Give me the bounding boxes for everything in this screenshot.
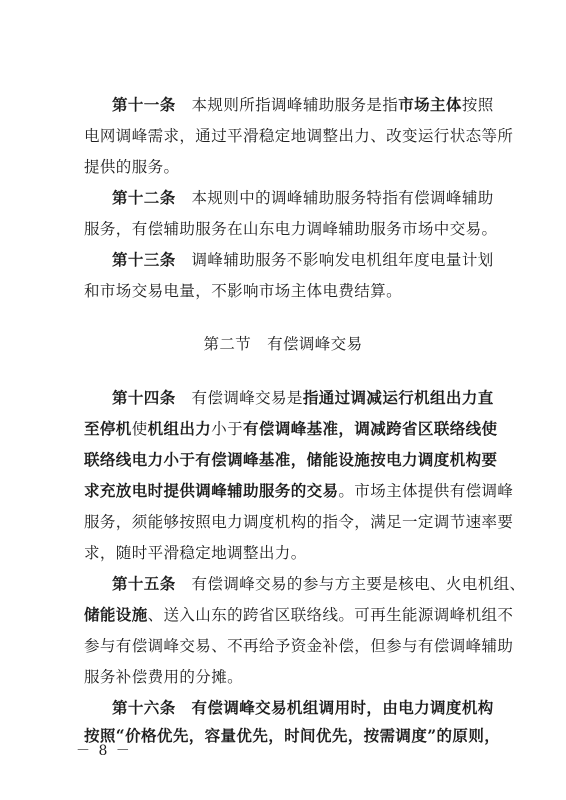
article-15-text-2b: 、送入山东的跨省区联络线。可再生能源调峰机组不 <box>147 606 514 624</box>
article-16-label: 第十六条 <box>112 698 176 717</box>
article-14-label: 第十四条 <box>112 388 176 407</box>
article-14-line-4 <box>84 481 513 501</box>
article-13-line-2: 和市场交易电量，不影响市场主体电费结算。 <box>84 282 403 300</box>
article-14-text-4b: 。市场主体提供有偿调峰 <box>338 482 514 500</box>
article-16-line-1 <box>112 698 494 718</box>
article-14-line-1 <box>112 388 494 408</box>
article-14-text-2e: 有偿调峰基准，调减跨省区联络线使 <box>243 419 498 438</box>
article-15-text-2a: 储能设施 <box>84 605 148 624</box>
article-12-line-1 <box>112 188 494 208</box>
article-14-text-1a: 有偿调峰交易是 <box>191 389 303 407</box>
article-13-line-1 <box>112 250 494 270</box>
article-14-line-6: 求，随时平滑稳定地调整出力。 <box>84 544 307 562</box>
article-14-line-2 <box>84 419 497 439</box>
article-15-line-4: 服务补偿费用的分摊。 <box>84 668 244 686</box>
article-15-line-2 <box>84 605 513 625</box>
article-11-text-1c: 按照 <box>461 96 494 114</box>
article-15-line-1 <box>112 574 525 594</box>
article-15-line-3: 参与有偿调峰交易、不再给予资金补偿，但参与有偿调峰辅助 <box>84 637 514 655</box>
article-11-line-1 <box>112 95 494 115</box>
article-14-line-3: 联络线电力小于有偿调峰基准，储能设施按电力调度机构要 <box>84 450 498 469</box>
article-14-text-4a: 求充放电时提供调峰辅助服务的交易 <box>84 481 339 500</box>
article-15-text-1: 有偿调峰交易的参与方主要是核电、火电机组、 <box>191 575 526 593</box>
article-12-line-2: 服务，有偿辅助服务在山东电力调峰辅助服务市场中交易。 <box>84 220 498 238</box>
article-11-text-1b: 市场主体 <box>398 95 462 114</box>
section-title: 第二节 有偿调峰交易 <box>203 335 363 353</box>
article-12-label: 第十二条 <box>112 188 176 207</box>
article-14-text-2d: 小于 <box>211 420 244 438</box>
article-11-line-3: 提供的服务。 <box>84 158 180 176</box>
article-13-text-1: 调峰辅助服务不影响发电机组年度电量计划 <box>191 251 494 269</box>
article-14-text-2a: 至停机 <box>84 419 132 438</box>
article-13-label: 第十三条 <box>112 250 176 269</box>
article-16-line-2: 按照“价格优先，容量优先，时间优先，按需调度”的原则， <box>84 726 501 745</box>
article-14-line-5: 服务，须能够按照电力调度机构的指令，满足一定调节速率要 <box>84 513 514 531</box>
article-11-label: 第十一条 <box>112 95 176 114</box>
article-12-text-1: 本规则中的调峰辅助服务特指有偿调峰辅助 <box>191 189 494 207</box>
article-14-text-1b: 指通过调减运行机组出力直 <box>302 388 494 407</box>
article-16-text-1: 有偿调峰交易机组调用时，由电力调度机构 <box>191 698 494 717</box>
page-number: － 8 － <box>76 743 132 759</box>
article-11-text-1a: 本规则所指调峰辅助服务是指 <box>191 96 399 114</box>
article-14-text-2c: 机组出力 <box>147 419 212 438</box>
article-14-text-2b: 使 <box>131 420 148 438</box>
article-15-label: 第十五条 <box>112 574 176 593</box>
article-11-line-2: 电网调峰需求，通过平滑稳定地调整出力、改变运行状态等所 <box>84 127 514 145</box>
